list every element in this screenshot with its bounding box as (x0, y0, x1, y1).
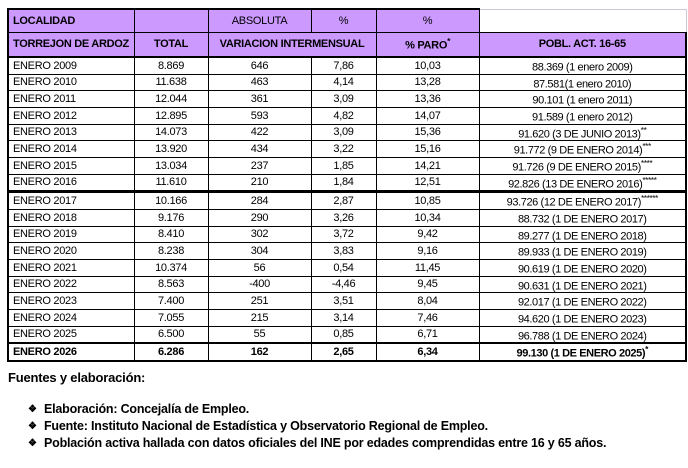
table-row (8, 309, 686, 326)
cell-variacion-absoluta: 215 (208, 309, 311, 326)
cell-paro-pct: 13,36 (376, 91, 479, 108)
poblacion-footnote-asterisks: ** (640, 124, 647, 135)
cell-poblacion (479, 276, 686, 293)
cell-poblacion (479, 192, 686, 210)
cell-paro-pct: 12,51 (376, 174, 479, 192)
sources-list (28, 401, 628, 452)
cell-paro-pct: 14,07 (376, 107, 479, 124)
header-paro (376, 32, 479, 57)
header-pct-2: % (376, 9, 479, 32)
cell-variacion-pct: 0,85 (311, 326, 376, 343)
cell-variacion-absoluta: 210 (208, 174, 311, 192)
cell-period: ENERO 2013 (8, 124, 134, 141)
cell-variacion-pct: 3,51 (311, 293, 376, 310)
cell-variacion-absoluta: 463 (208, 74, 311, 91)
header-empty-cell (134, 9, 208, 32)
poblacion-value: 90.631 (1 DE ENERO 2021) (517, 280, 647, 293)
header-localidad: LOCALIDAD (8, 9, 134, 32)
cell-poblacion (479, 91, 686, 108)
header-municipality: TORREJON DE ARDOZ (8, 32, 134, 57)
cell-paro-pct: 15,36 (376, 124, 479, 141)
cell-total: 9.176 (134, 209, 208, 226)
cell-variacion-pct: 3,09 (311, 124, 376, 141)
cell-period: ENERO 2009 (8, 57, 134, 74)
cell-poblacion (479, 107, 686, 124)
source-item-text: Elaboración: Concejalía de Empleo. (44, 402, 250, 416)
cell-variacion-pct: 3,09 (311, 91, 376, 108)
cell-variacion-absoluta: -400 (208, 276, 311, 293)
cell-variacion-absoluta: 284 (208, 192, 311, 210)
table-row (8, 192, 686, 210)
cell-period: ENERO 2017 (8, 192, 134, 210)
cell-period: ENERO 2026 (8, 343, 134, 361)
cell-total: 7.055 (134, 309, 208, 326)
table-row (8, 259, 686, 276)
table-row (8, 57, 686, 74)
table-row (8, 107, 686, 124)
cell-variacion-absoluta: 646 (208, 57, 311, 74)
cell-poblacion (479, 74, 686, 91)
header-pct-1: % (311, 9, 376, 32)
cell-variacion-absoluta: 290 (208, 209, 311, 226)
diamond-bullet-icon: ❖ (28, 438, 37, 449)
cell-variacion-pct: 3,22 (311, 141, 376, 158)
cell-poblacion (479, 309, 686, 326)
cell-variacion-pct: 2,65 (311, 343, 376, 361)
cell-variacion-pct: 1,85 (311, 157, 376, 174)
cell-poblacion (479, 226, 686, 243)
cell-variacion-pct: 3,72 (311, 226, 376, 243)
cell-total: 6.500 (134, 326, 208, 343)
poblacion-footnote-asterisks: **** (640, 157, 653, 168)
cell-period: ENERO 2024 (8, 309, 134, 326)
cell-paro-pct: 8,04 (376, 293, 479, 310)
poblacion-footnote-asterisks: *** (642, 141, 651, 152)
cell-total: 6.286 (134, 343, 208, 361)
cell-poblacion (479, 343, 686, 361)
cell-variacion-absoluta: 304 (208, 243, 311, 260)
cell-total: 14.073 (134, 124, 208, 141)
cell-poblacion (479, 124, 686, 141)
header-poblacion-activa: POBL. ACT. 16-65 (479, 32, 686, 57)
cell-variacion-absoluta: 302 (208, 226, 311, 243)
cell-paro-pct: 9,42 (376, 226, 479, 243)
cell-poblacion (479, 209, 686, 226)
cell-period: ENERO 2018 (8, 209, 134, 226)
cell-paro-pct: 7,46 (376, 309, 479, 326)
header-paro-label: % PARO (405, 40, 448, 53)
cell-variacion-pct: 3,83 (311, 243, 376, 260)
table-row (8, 343, 686, 361)
header-row-2 (8, 32, 686, 57)
table-row (8, 293, 686, 310)
cell-paro-pct: 6,34 (376, 343, 479, 361)
poblacion-value: 94.620 (1 DE ENERO 2023) (517, 313, 647, 326)
cell-paro-pct: 10,85 (376, 192, 479, 210)
cell-period: ENERO 2022 (8, 276, 134, 293)
header-row-1 (8, 9, 686, 32)
poblacion-value: 96.788 (1 DE ENERO 2024) (517, 330, 647, 343)
cell-total: 8.238 (134, 243, 208, 260)
cell-poblacion (479, 293, 686, 310)
header-corner-empty-cell (479, 9, 686, 32)
cell-period: ENERO 2019 (8, 226, 134, 243)
table-row (8, 243, 686, 260)
cell-variacion-absoluta: 162 (208, 343, 311, 361)
cell-variacion-pct: 4,14 (311, 74, 376, 91)
cell-poblacion (479, 157, 686, 174)
cell-total: 7.400 (134, 293, 208, 310)
source-list-item (28, 418, 628, 435)
table-row (8, 276, 686, 293)
cell-paro-pct: 6,71 (376, 326, 479, 343)
cell-variacion-pct: 3,14 (311, 309, 376, 326)
cell-total: 12.044 (134, 91, 208, 108)
table-row (8, 141, 686, 158)
poblacion-value: 89.933 (1 DE ENERO 2019) (517, 246, 647, 259)
cell-paro-pct: 13,28 (376, 74, 479, 91)
cell-total: 10.374 (134, 259, 208, 276)
poblacion-footnote-asterisks: ****** (640, 193, 658, 204)
cell-variacion-pct: 2,87 (311, 192, 376, 210)
cell-total: 8.563 (134, 276, 208, 293)
source-item-text: Fuente: Instituto Nacional de Estadística y Observatorio Regional de Empleo. (44, 419, 488, 433)
cell-total: 12.895 (134, 107, 208, 124)
cell-total: 10.166 (134, 192, 208, 210)
cell-period: ENERO 2015 (8, 157, 134, 174)
poblacion-footnote-asterisks: ***** (642, 174, 657, 185)
cell-period: ENERO 2025 (8, 326, 134, 343)
paro-footnote-asterisk: * (447, 36, 450, 47)
cell-period: ENERO 2021 (8, 259, 134, 276)
cell-variacion-pct: 3,26 (311, 209, 376, 226)
cell-variacion-absoluta: 55 (208, 326, 311, 343)
unemployment-table (7, 8, 687, 362)
cell-period: ENERO 2011 (8, 91, 134, 108)
cell-paro-pct: 15,16 (376, 141, 479, 158)
cell-poblacion (479, 326, 686, 343)
table-row (8, 124, 686, 141)
header-total: TOTAL (134, 32, 208, 57)
poblacion-value: 93.726 (12 DE ENERO 2017) (506, 196, 641, 209)
cell-variacion-absoluta: 422 (208, 124, 311, 141)
table-row (8, 74, 686, 91)
cell-paro-pct: 9,45 (376, 276, 479, 293)
poblacion-value: 88.369 (1 enero 2009) (532, 61, 633, 74)
cell-total: 8.410 (134, 226, 208, 243)
diamond-bullet-icon: ❖ (28, 404, 37, 415)
poblacion-value: 90.619 (1 DE ENERO 2020) (517, 263, 647, 276)
sources-title: Fuentes y elaboración: (8, 370, 146, 385)
source-list-item (28, 435, 628, 452)
footer (8, 370, 668, 452)
source-list-item (28, 401, 628, 418)
poblacion-value: 88.732 (1 DE ENERO 2017) (517, 213, 647, 226)
cell-variacion-pct: 0,54 (311, 259, 376, 276)
cell-paro-pct: 9,16 (376, 243, 479, 260)
poblacion-value: 90.101 (1 enero 2011) (532, 94, 633, 107)
cell-period: ENERO 2010 (8, 74, 134, 91)
cell-variacion-absoluta: 593 (208, 107, 311, 124)
poblacion-value: 87.581(1 enero 2010) (533, 78, 632, 91)
cell-period: ENERO 2012 (8, 107, 134, 124)
cell-poblacion (479, 174, 686, 192)
cell-total: 13.920 (134, 141, 208, 158)
cell-variacion-absoluta: 434 (208, 141, 311, 158)
poblacion-value: 91.772 (9 DE ENERO 2014) (513, 144, 643, 157)
table-row (8, 157, 686, 174)
cell-variacion-pct: -4,46 (311, 276, 376, 293)
cell-poblacion (479, 57, 686, 74)
header-variacion-intermensual: VARIACION INTERMENSUAL (208, 32, 376, 57)
cell-paro-pct: 14,21 (376, 157, 479, 174)
cell-variacion-absoluta: 56 (208, 259, 311, 276)
poblacion-value: 91.620 (3 DE JUNIO 2013) (518, 128, 641, 141)
poblacion-value: 92.826 (13 DE ENERO 2016) (508, 178, 643, 191)
cell-variacion-pct: 1,84 (311, 174, 376, 192)
table-row (8, 91, 686, 108)
cell-total: 11.610 (134, 174, 208, 192)
cell-total: 11.638 (134, 74, 208, 91)
source-item-text: Población activa hallada con datos oficiales del INE por edades comprendidas entre 16 y 65 años. (44, 436, 607, 450)
cell-period: ENERO 2020 (8, 243, 134, 260)
poblacion-value: 91.726 (9 DE ENERO 2015) (512, 161, 641, 174)
cell-poblacion (479, 141, 686, 158)
diamond-bullet-icon: ❖ (28, 421, 37, 432)
table-row (8, 326, 686, 343)
poblacion-value: 99.130 (1 DE ENERO 2025) (516, 347, 646, 360)
poblacion-value: 92.017 (1 DE ENERO 2022) (517, 296, 647, 309)
poblacion-footnote-asterisks: * (645, 344, 648, 355)
cell-poblacion (479, 259, 686, 276)
cell-variacion-pct: 4,82 (311, 107, 376, 124)
cell-total: 8.869 (134, 57, 208, 74)
cell-paro-pct: 10,03 (376, 57, 479, 74)
cell-variacion-pct: 7,86 (311, 57, 376, 74)
cell-period: ENERO 2014 (8, 141, 134, 158)
table-row (8, 226, 686, 243)
cell-variacion-absoluta: 237 (208, 157, 311, 174)
cell-period: ENERO 2016 (8, 174, 134, 192)
cell-poblacion (479, 243, 686, 260)
poblacion-value: 91.589 (1 enero 2012) (532, 111, 633, 124)
cell-period: ENERO 2023 (8, 293, 134, 310)
cell-paro-pct: 10,34 (376, 209, 479, 226)
cell-total: 13.034 (134, 157, 208, 174)
table-row (8, 174, 686, 192)
cell-paro-pct: 11,45 (376, 259, 479, 276)
cell-variacion-absoluta: 251 (208, 293, 311, 310)
table-row (8, 209, 686, 226)
cell-variacion-absoluta: 361 (208, 91, 311, 108)
poblacion-value: 89.277 (1 DE ENERO 2018) (517, 230, 647, 243)
header-absoluta: ABSOLUTA (208, 9, 311, 32)
